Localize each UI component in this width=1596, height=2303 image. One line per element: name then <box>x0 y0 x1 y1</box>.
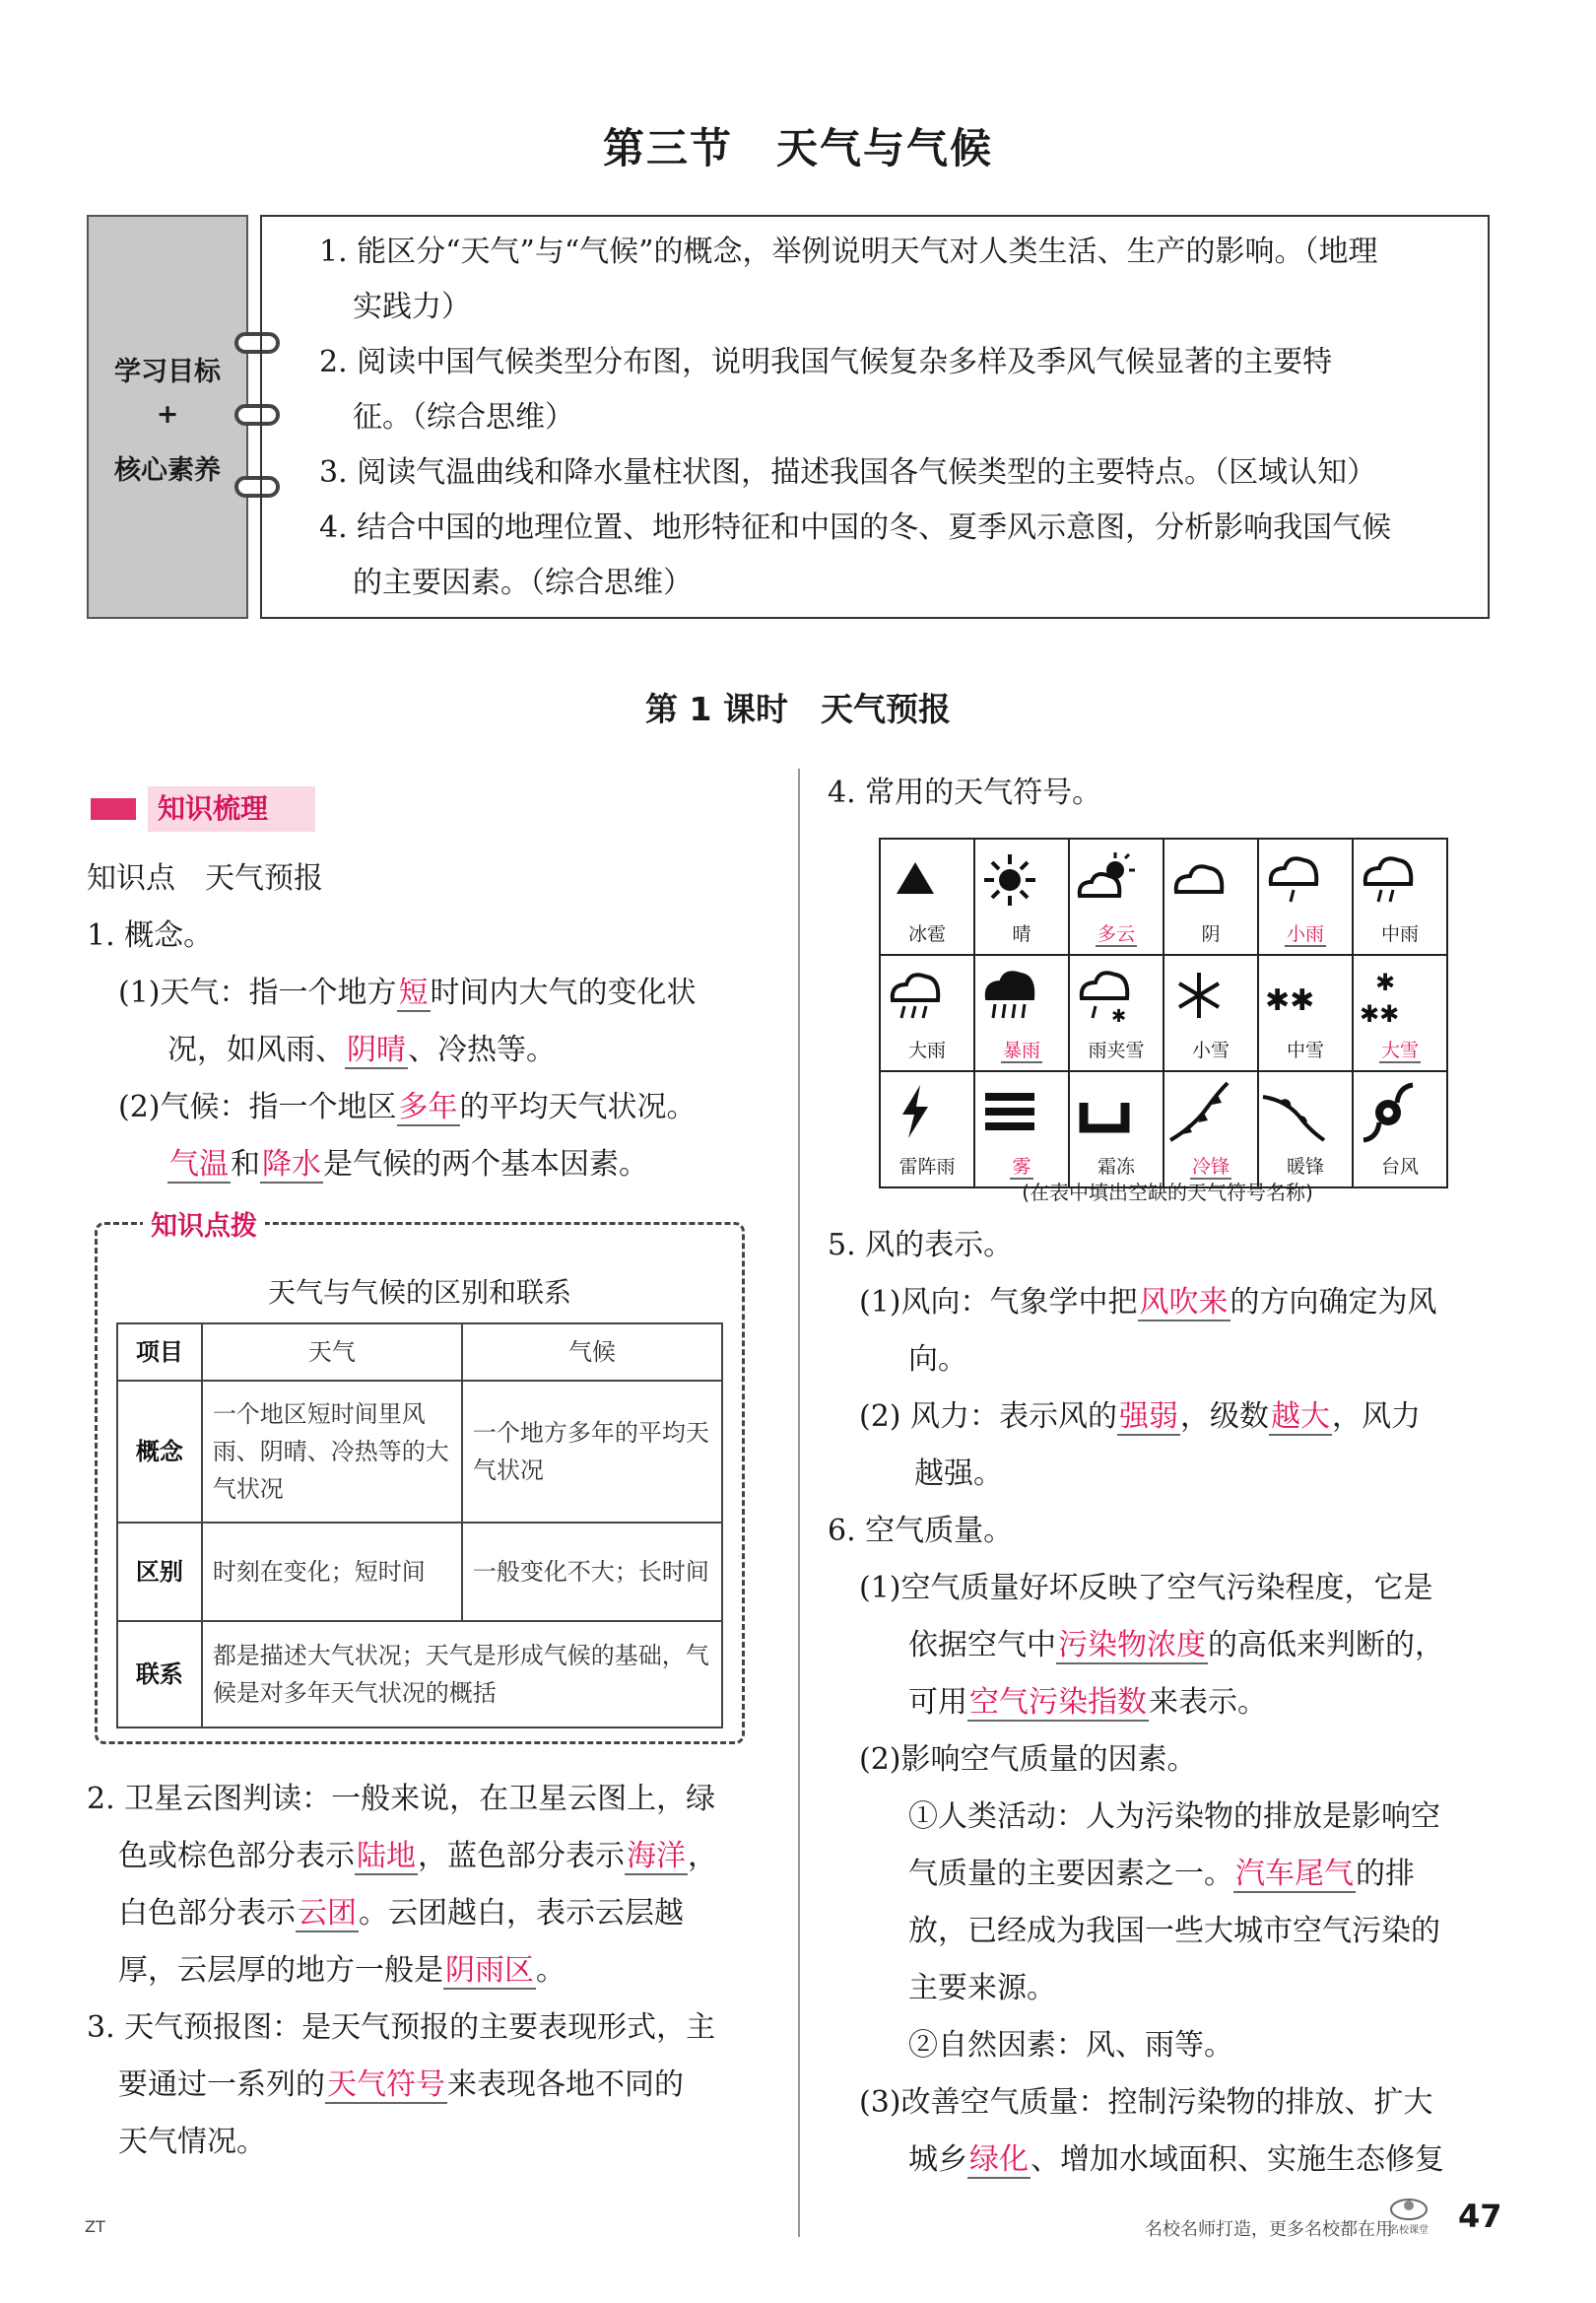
objectives-label <box>87 215 248 619</box>
symbol-cell <box>1258 955 1353 1071</box>
objective-line: 征。（综合思维） <box>353 400 574 435</box>
item-3-line2: 要通过一系列的天气符号来表现各地不同的 <box>118 2067 684 2102</box>
answer: 多年 <box>398 1090 458 1124</box>
symbol-label: 阴 <box>1201 923 1221 945</box>
symbol-cell <box>880 1071 974 1187</box>
item-6-2-1-line2: 气质量的主要因素之一。汽车尾气的排 <box>908 1857 1415 1891</box>
symbol-label: 雷阵雨 <box>898 1156 956 1178</box>
symbol-label: 中雪 <box>1286 1040 1324 1061</box>
item-3-line1: 3. 天气预报图：是天气预报的主要表现形式，主 <box>87 2010 716 2045</box>
answer: 风吹来 <box>1139 1285 1229 1320</box>
answer: 污染物浓度 <box>1058 1628 1206 1662</box>
objectives-box <box>260 215 1490 619</box>
cell-relation: 都是描述大气状况；天气是形成气候的基础，气候是对多年天气状况的概括 <box>202 1621 722 1727</box>
symbol-label-answer: 暴雨 <box>1002 1040 1040 1061</box>
moderate-snow-icon <box>1259 961 1328 1030</box>
item-1-1-line2: 况，如风雨、阴晴、冷热等。 <box>167 1033 556 1067</box>
comparison-table <box>116 1322 723 1728</box>
answer: 降水 <box>262 1147 321 1182</box>
symbol-label: 雨夹雪 <box>1088 1040 1145 1061</box>
objective-line: 4. 结合中国的地理位置、地形特征和中国的冬、夏季风示意图，分析影响我国气候 <box>319 510 1392 545</box>
svg-text:✱✱: ✱✱ <box>1265 983 1315 1018</box>
hail-icon <box>881 845 950 914</box>
sunny-icon <box>975 845 1044 914</box>
overcast-icon <box>1164 845 1233 914</box>
section-tag-label: 知识梳理 <box>148 786 315 832</box>
objectives-label-line3: 核心素养 <box>114 455 221 486</box>
light-snow-icon <box>1164 961 1233 1030</box>
symbol-cell <box>1353 1071 1447 1187</box>
item-6-3-line2: 城乡绿化、增加水域面积、实施生态修复 <box>908 2142 1444 2177</box>
item-5: 5. 风的表示。 <box>828 1228 1014 1262</box>
symbol-cell <box>974 839 1069 955</box>
footer-slogan: 名校名师打造，更多名校都在用 <box>1145 2219 1393 2240</box>
heavy-snow-icon <box>1354 961 1423 1030</box>
item-2-line3: 白色部分表示云团。云团越白，表示云层越 <box>118 1896 684 1930</box>
item-6-1-line1: (1)空气质量好坏反映了空气污染程度，它是 <box>859 1571 1433 1605</box>
svg-text:✱: ✱ <box>1375 969 1396 996</box>
answer: 阴晴 <box>347 1033 406 1067</box>
item-1-2-line2: 气温和降水是气候的两个基本因素。 <box>169 1147 648 1182</box>
item-6-1-line3: 可用空气污染指数来表示。 <box>908 1685 1267 1720</box>
item-6-3-line1: (3)改善空气质量：控制污染物的排放、扩大 <box>859 2085 1433 2120</box>
moderate-rain-icon <box>1354 845 1423 914</box>
answer: 天气符号 <box>327 2067 445 2102</box>
item-6-2-1-line4: 主要来源。 <box>908 1971 1056 2005</box>
item-6-1-line2: 依据空气中污染物浓度的高低来判断的， <box>908 1628 1444 1662</box>
tag-bar-icon <box>91 798 136 820</box>
symbol-label-answer: 多云 <box>1097 923 1135 945</box>
th-climate: 气候 <box>462 1323 722 1381</box>
light-rain-icon <box>1259 845 1328 914</box>
symbol-cell <box>880 839 974 955</box>
typhoon-icon <box>1354 1077 1423 1146</box>
page-title: 第三节 天气与气候 <box>602 124 993 172</box>
symbol-cell <box>974 1071 1069 1187</box>
column-divider <box>798 769 800 2237</box>
symbol-label: 暖锋 <box>1286 1156 1324 1178</box>
objective-line: 3. 阅读气温曲线和降水量柱状图，描述我国各气候类型的主要特点。（区域认知） <box>319 455 1377 490</box>
item-1-2-line1: (2)气候：指一个地区多年的平均天气状况。 <box>118 1090 697 1124</box>
row-label-relation: 联系 <box>117 1621 202 1727</box>
objective-line: 2. 阅读中国气候类型分布图，说明我国气候复杂多样及季风气候显著的主要特 <box>319 345 1333 379</box>
symbol-cell <box>1069 1071 1164 1187</box>
th-item: 项目 <box>117 1323 202 1381</box>
symbol-label: 大雨 <box>907 1040 946 1061</box>
weather-symbol-table <box>879 838 1448 1188</box>
symbol-label: 中雨 <box>1380 923 1419 945</box>
brand-name: 名校课堂 <box>1389 2225 1429 2236</box>
symbol-label-answer: 冷锋 <box>1191 1156 1230 1178</box>
symbol-cell <box>974 955 1069 1071</box>
item-6-2: (2)影响空气质量的因素。 <box>859 1742 1197 1777</box>
objective-line: 的主要因素。（综合思维） <box>353 566 693 600</box>
thunderstorm-icon <box>881 1077 950 1146</box>
partly-cloudy-icon <box>1070 845 1139 914</box>
warm-front-icon <box>1259 1077 1328 1146</box>
item-6-2-2: ②自然因素：风、雨等。 <box>908 2028 1233 2063</box>
symbol-cell <box>1164 955 1258 1071</box>
symbol-cell <box>880 955 974 1071</box>
frost-icon <box>1070 1077 1139 1146</box>
answer: 绿化 <box>969 2142 1029 2177</box>
row-label-difference: 区别 <box>117 1523 202 1621</box>
item-5-2-line1: (2) 风力：表示风的强弱，级数越大，风力 <box>859 1399 1422 1434</box>
heavy-rain-icon <box>881 961 950 1030</box>
objective-line: 1. 能区分“天气”与“气候”的概念，举例说明天气对人类生活、生产的影响。（地理 <box>319 235 1378 269</box>
cell-weather-concept: 一个地区短时间里风雨、阴晴、冷热等的大气状况 <box>202 1381 462 1523</box>
item-5-1-line2: 向。 <box>908 1342 967 1377</box>
item-2-line4: 厚，云层厚的地方一般是阴雨区。 <box>118 1953 565 1988</box>
lesson-title: 第 1 课时 天气预报 <box>645 690 951 728</box>
answer: 短 <box>398 976 429 1010</box>
answer: 空气污染指数 <box>969 1685 1147 1720</box>
symbol-label-answer: 雾 <box>1012 1156 1031 1178</box>
answer: 云团 <box>298 1896 357 1930</box>
answer: 气温 <box>169 1147 229 1182</box>
symbol-label: 霜冻 <box>1097 1156 1135 1178</box>
knowledge-point-title: 知识点 天气预报 <box>87 861 323 896</box>
cell-climate-concept: 一个地方多年的平均天气状况 <box>462 1381 722 1523</box>
answer: 陆地 <box>357 1839 416 1873</box>
sleet-icon <box>1070 961 1139 1030</box>
cell-weather-difference: 时刻在变化；短时间 <box>202 1523 462 1621</box>
row-label-concept: 概念 <box>117 1381 202 1523</box>
symbol-label-answer: 大雪 <box>1380 1040 1419 1061</box>
brand-logo <box>1387 2194 1430 2236</box>
symbol-label: 台风 <box>1380 1156 1419 1178</box>
symbol-cell <box>1258 1071 1353 1187</box>
symbol-cell <box>1353 839 1447 955</box>
symbol-cell <box>1164 1071 1258 1187</box>
footer-mark: ZT <box>85 2217 105 2236</box>
answer: 汽车尾气 <box>1235 1857 1354 1891</box>
symbol-label: 冰雹 <box>907 923 946 945</box>
answer: 强弱 <box>1119 1399 1179 1434</box>
tip-tag: 知识点拨 <box>143 1204 265 1243</box>
item-1-1-line1: (1)天气：指一个地方短时间内大气的变化状 <box>118 976 697 1010</box>
tip-title: 天气与气候的区别和联系 <box>267 1276 571 1309</box>
answer: 越大 <box>1271 1399 1331 1434</box>
item-6-2-1-line3: 放，已经成为我国一些大城市空气污染的 <box>908 1914 1440 1948</box>
symbol-label: 小雪 <box>1191 1040 1230 1061</box>
symbol-cell <box>1069 955 1164 1071</box>
cold-front-icon <box>1164 1077 1233 1146</box>
fog-icon <box>975 1077 1044 1146</box>
symbol-cell <box>1164 839 1258 955</box>
item-5-2-line2: 越强。 <box>914 1456 1003 1491</box>
item-6: 6. 空气质量。 <box>828 1514 1014 1548</box>
svg-text:✱: ✱ <box>1111 1006 1127 1027</box>
table-caption: (在表中填出空缺的天气符号名称) <box>1022 1181 1313 1204</box>
svg-text:✱✱: ✱✱ <box>1360 1000 1400 1028</box>
objectives-label-line1: 学习目标 <box>114 357 221 387</box>
item-2-line2: 色或棕色部分表示陆地，蓝色部分表示海洋， <box>118 1839 717 1873</box>
item-3-line3: 天气情况。 <box>118 2125 266 2159</box>
rainstorm-icon <box>975 961 1044 1030</box>
symbol-cell <box>1258 839 1353 955</box>
page-number: 47 <box>1458 2198 1502 2235</box>
symbol-cell <box>1069 839 1164 955</box>
item-2-line1: 2. 卫星云图判读：一般来说，在卫星云图上，绿 <box>87 1782 716 1816</box>
item-4: 4. 常用的天气符号。 <box>828 776 1102 810</box>
answer: 海洋 <box>627 1839 686 1873</box>
answer: 阴雨区 <box>445 1953 534 1988</box>
symbol-label: 晴 <box>1012 923 1031 945</box>
symbol-label-answer: 小雨 <box>1286 923 1324 945</box>
item-5-1-line1: (1)风向：气象学中把风吹来的方向确定为风 <box>859 1285 1437 1320</box>
cell-climate-difference: 一般变化不大；长时间 <box>462 1523 722 1621</box>
brand-logo-icon <box>1387 2194 1430 2221</box>
th-weather: 天气 <box>202 1323 462 1381</box>
item-6-2-1-line1: ①人类活动：人为污染物的排放是影响空 <box>908 1799 1440 1834</box>
section-tag <box>91 786 322 832</box>
symbol-cell <box>1353 955 1447 1071</box>
item-1: 1. 概念。 <box>87 918 214 953</box>
objectives-label-line2: + <box>156 399 179 430</box>
objective-line: 实践力） <box>353 290 471 324</box>
